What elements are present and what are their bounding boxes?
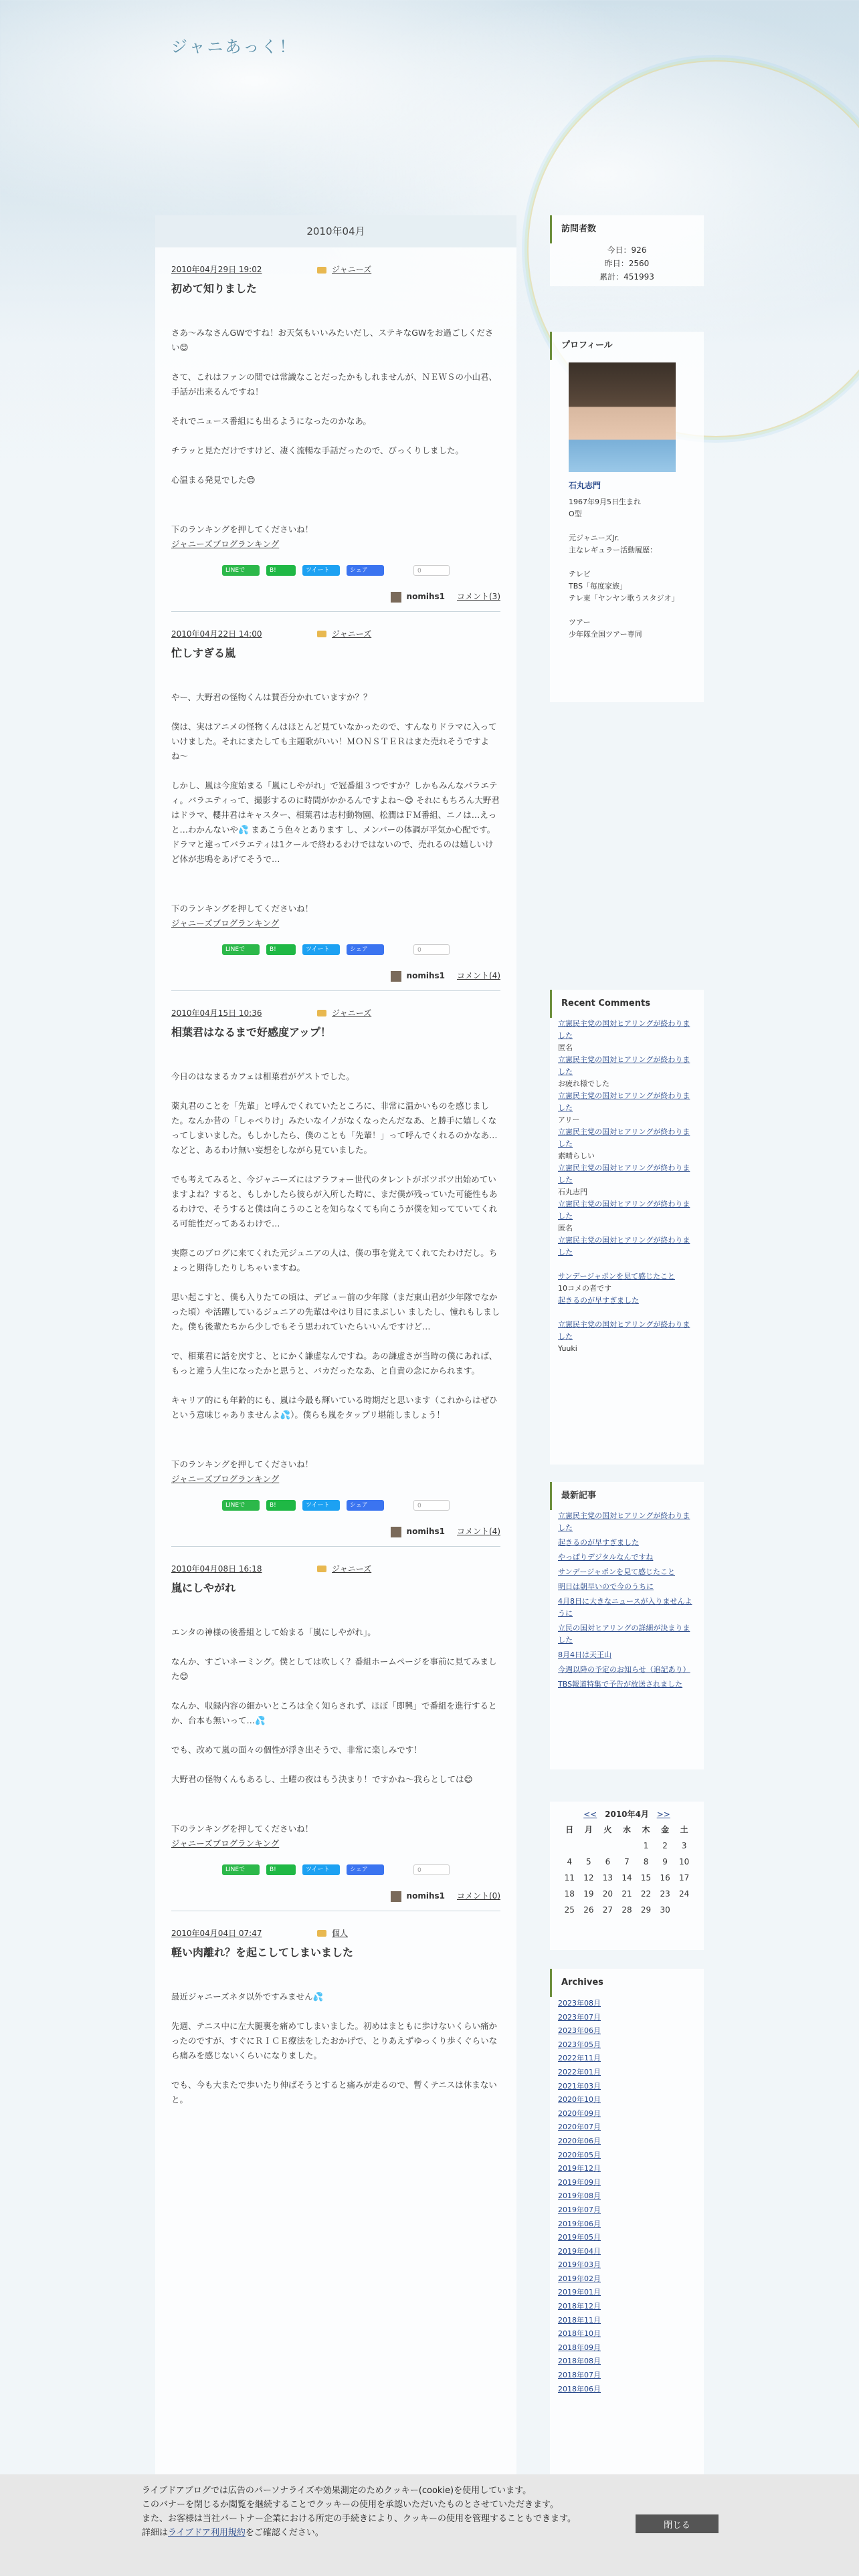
- archive-month-link[interactable]: 2023年07月: [558, 2012, 601, 2022]
- ranking-link[interactable]: ジャニーズブログランキング: [171, 1474, 280, 1485]
- ranking-block: [171, 1457, 500, 1487]
- widget-heading: 最新記事: [550, 1482, 704, 1510]
- entry-title[interactable]: 相葉君はなるまで好感度アップ！: [171, 1025, 331, 1039]
- visitors-widget: [550, 215, 704, 286]
- calendar-day-header: 日: [565, 1825, 574, 1835]
- archive-month-link[interactable]: 2022年11月: [558, 2054, 601, 2063]
- entry-paragraph: 心温まる発見でした😊: [171, 475, 256, 486]
- terms-link[interactable]: ライブドア利用規約: [168, 2528, 246, 2538]
- ranking-link[interactable]: ジャニーズブログランキング: [171, 1838, 280, 1849]
- entry-title[interactable]: 軽い肉離れ？を起こしてしまいました: [171, 1945, 354, 1959]
- calendar-day-header: 月: [584, 1825, 593, 1835]
- pocket-button[interactable]: 0: [413, 944, 450, 955]
- calendar-date[interactable]: [674, 1903, 694, 1919]
- facebook-share-button[interactable]: シェア: [347, 1864, 384, 1875]
- cookie-close-button[interactable]: 閉じる: [636, 2514, 719, 2533]
- calendar-prev[interactable]: <<: [583, 1810, 597, 1819]
- cookie-text-3: また、お客様は当社パートナー企業における所定の手続きにより、クッキーの使用を管理することもできます。: [142, 2514, 576, 2524]
- calendar-date[interactable]: 20: [602, 1889, 613, 1899]
- profile-line: [569, 605, 696, 617]
- calendar-date[interactable]: 27: [602, 1905, 613, 1915]
- entry-date[interactable]: 2010年04月08日 16:18: [171, 1564, 262, 1574]
- pocket-button[interactable]: 0: [413, 1500, 450, 1511]
- entry-category[interactable]: [317, 1926, 348, 1941]
- hatena-bookmark-button[interactable]: B!: [266, 1500, 296, 1511]
- line-share-button[interactable]: LINEで: [222, 565, 260, 576]
- entry-paragraph: でも考えてみると、今ジャニーズにはアラフォー世代のタレントがボツボツ出始めていますよね？すると、もしかしたら彼らが入所した時に、まだ僕が残っていた可能性もあるわけで、そうすると僕は向こうのことを知らなくても向こうが僕を知ってていてくれる可能性だってあるわけで…: [171, 1174, 498, 1229]
- entry-meta: [171, 1926, 500, 1941]
- archive-month-link[interactable]: 2018年06月: [558, 2384, 601, 2393]
- entry-author[interactable]: nomihs1: [391, 1524, 445, 1539]
- recent-entry-link[interactable]: 8月4日は天王山: [558, 1650, 611, 1659]
- author-avatar-icon: [391, 971, 401, 982]
- entry-paragraph: さあ〜みなさんGWですね！お天気もいいみたいだし、ステキなGWをお過ごしください😊: [171, 328, 494, 353]
- comment-post-link[interactable]: 立憲民主党の国対ヒアリングが終わりました: [558, 1164, 690, 1184]
- category-link[interactable]: ジャニーズ: [332, 1564, 372, 1574]
- tweet-button[interactable]: ツイート: [302, 944, 340, 955]
- calendar-date[interactable]: 23: [660, 1889, 670, 1899]
- entry-meta: [171, 262, 500, 278]
- comment-post-link[interactable]: 立憲民主党の国対ヒアリングが終わりました: [558, 1019, 690, 1040]
- entry-divider: [171, 990, 500, 991]
- profile-line: O型: [569, 510, 582, 518]
- calendar-date[interactable]: 5: [586, 1857, 591, 1867]
- archive-month-link[interactable]: 2018年09月: [558, 2343, 601, 2352]
- archive-month-link[interactable]: 2019年12月: [558, 2164, 601, 2173]
- calendar-date[interactable]: [579, 1838, 599, 1854]
- archive-month-link[interactable]: 2023年06月: [558, 2026, 601, 2036]
- ranking-block: [171, 1822, 500, 1851]
- calendar-date[interactable]: 12: [583, 1873, 594, 1883]
- blog-entry: [155, 1926, 516, 2107]
- entry-paragraph: キャリア的にも年齢的にも、嵐は今最も輝いている時期だと思います（これからはぜひという意味じゃありませんよ💦）。僕らも嵐をタップリ堪能しましょう！: [171, 1395, 498, 1420]
- recent-entries-widget: [550, 1482, 704, 1769]
- profile-line: 元ジャニーズJr.: [569, 534, 619, 542]
- calendar-date[interactable]: 24: [679, 1889, 690, 1899]
- calendar-date[interactable]: [598, 1838, 617, 1854]
- entry-paragraph: それでニュース番組にも出るようになったのかなあ。: [171, 416, 371, 427]
- comment-author: 10コメの者です: [558, 1284, 611, 1293]
- tweet-button[interactable]: ツイート: [302, 1864, 340, 1875]
- comment-author: アリー: [558, 1115, 580, 1124]
- recent-entry-link[interactable]: 4月8日に大きなニュースが入りませんように: [558, 1597, 692, 1618]
- cookie-text-2: このバナーを閉じるか閲覧を継続することでクッキーの使用を承認いただいたものとさせていただきます。: [142, 2500, 559, 2510]
- comment-post-link[interactable]: 立憲民主党の国対ヒアリングが終わりました: [558, 1320, 690, 1341]
- author-avatar-icon: [391, 1527, 401, 1537]
- entry-date[interactable]: 2010年04月04日 07:47: [171, 1928, 262, 1938]
- comment-author: 素晴らしい: [558, 1152, 595, 1160]
- calendar-date[interactable]: 22: [640, 1889, 652, 1899]
- facebook-share-button[interactable]: シェア: [347, 1500, 384, 1511]
- comments-link[interactable]: コメント(4): [457, 1527, 500, 1537]
- calendar-date[interactable]: 16: [660, 1873, 670, 1883]
- archive-month-link[interactable]: 2021年03月: [558, 2081, 601, 2090]
- archive-month-link[interactable]: 2023年05月: [558, 2040, 601, 2049]
- folder-icon: [317, 267, 326, 274]
- hatena-bookmark-button[interactable]: B!: [266, 1864, 296, 1875]
- archive-month-link[interactable]: 2019年05月: [558, 2233, 601, 2242]
- recent-entry-link[interactable]: 今週以降の予定のお知らせ（追記あり）: [558, 1665, 690, 1674]
- entry-paragraph: 実際このブログに来てくれた元ジュニアの人は、僕の事を覚えてくれてたわけだし。ちょっと期待したりしちゃいますね。: [171, 1248, 498, 1273]
- calendar-day-header: 土: [680, 1825, 688, 1835]
- share-buttons: [171, 1500, 500, 1511]
- hatena-bookmark-button[interactable]: B!: [266, 944, 296, 955]
- archive-month-link[interactable]: 2020年06月: [558, 2136, 601, 2145]
- site-title[interactable]: ジャニあっく！: [171, 37, 298, 56]
- entry-divider: [171, 1546, 500, 1547]
- share-buttons: [171, 1864, 500, 1875]
- archive-month-link[interactable]: 2020年07月: [558, 2123, 601, 2132]
- archive-month-link[interactable]: 2018年11月: [558, 2315, 601, 2325]
- comment-author: 匿名: [558, 1043, 573, 1052]
- comment-post-link[interactable]: 立憲民主党の国対ヒアリングが終わりました: [558, 1236, 690, 1257]
- line-share-button[interactable]: LINEで: [222, 1500, 260, 1511]
- profile-line: 主なレギュラー活動履歴：: [569, 546, 657, 554]
- comment-author: [558, 1259, 696, 1271]
- calendar-date[interactable]: 10: [679, 1857, 690, 1867]
- entry-paragraph: でも、今も大またで歩いたり伸ばそうとすると痛みが走るので、暫くテニスは休まないと。: [171, 2080, 497, 2105]
- archives-widget: [550, 1969, 704, 2477]
- author-avatar-icon: [391, 1891, 401, 1902]
- entry-date[interactable]: 2010年04月15日 10:36: [171, 1008, 262, 1018]
- archive-month-link[interactable]: 2019年02月: [558, 2274, 601, 2283]
- calendar-date[interactable]: 11: [564, 1873, 575, 1883]
- calendar-table: [560, 1822, 694, 1919]
- entry-category[interactable]: [317, 1562, 371, 1577]
- profile-line: 少年隊全国ツアー専同: [569, 630, 642, 639]
- calendar-date[interactable]: 19: [583, 1889, 594, 1899]
- entry-paragraph: しかし、嵐は今度始まる「嵐にしやがれ」で冠番組３つですか？しかもみんなバラエティ。バラエティって、撮影するのに時間がかかるんですよね〜😊 それにもちろん大野君はドラマ、櫻井君はキャスター、相葉君は志村動物園、松潤はＦＭ番組、ニノは…えっと…わかんないや💦 まあこう色々とあります し、メンバーの体調が平気か心配です。ドラマと違ってバラエティは1クールで終わるわけではないので、売れるのは嬉しいけど体が悲鳴をあげてそうで…: [171, 780, 500, 865]
- comment-post-link[interactable]: 立憲民主党の国対ヒアリングが終わりました: [558, 1055, 690, 1076]
- main-column: [155, 215, 516, 2576]
- recent-entry-link[interactable]: 起きるのが早すぎました: [558, 1538, 639, 1547]
- entry-paragraph: エンタの神様の後番組として始まる「嵐にしやがれ」。: [171, 1627, 376, 1638]
- archive-month-link[interactable]: 2018年12月: [558, 2302, 601, 2311]
- entry-paragraph: 最近ジャニーズネタ以外ですみません💦: [171, 1992, 324, 2002]
- entry-author[interactable]: nomihs1: [391, 968, 445, 984]
- archive-title: 2010年04月: [155, 215, 516, 247]
- cookie-text-1: ライブドアブログでは広告のパーソナライズや効果測定のためクッキー(cookie)を使用しています。: [142, 2486, 532, 2496]
- blog-entry: [155, 1006, 516, 1547]
- calendar-date[interactable]: 7: [624, 1857, 630, 1867]
- profile-line: ツアー: [569, 618, 591, 627]
- archive-month-link[interactable]: 2023年08月: [558, 1999, 601, 2008]
- recent-entry-link[interactable]: やっぱりデジタルなんですね: [558, 1553, 654, 1562]
- folder-icon: [317, 1930, 326, 1937]
- calendar-date[interactable]: 9: [662, 1857, 668, 1867]
- recent-entry-link[interactable]: サンデージャポンを見て感じたこと: [558, 1568, 676, 1576]
- folder-icon: [317, 1566, 326, 1572]
- entry-paragraph: やー、大野君の怪物くんは賛否分かれていますか？？: [171, 692, 372, 703]
- comment-author: [558, 1307, 696, 1319]
- archive-month-link[interactable]: 2019年06月: [558, 2219, 601, 2228]
- profile-line: 1967年9月5日生まれ: [569, 498, 641, 506]
- archive-month-link[interactable]: 2019年09月: [558, 2177, 601, 2187]
- ranking-block: [171, 522, 500, 552]
- folder-icon: [317, 1010, 326, 1016]
- calendar-date[interactable]: 4: [567, 1857, 573, 1867]
- ranking-prompt: 下のランキングを押してくださいね！: [171, 524, 314, 535]
- entry-body: [171, 1069, 500, 1487]
- line-share-button[interactable]: LINEで: [222, 1864, 260, 1875]
- widget-heading: プロフィール: [550, 332, 704, 360]
- entry-body: [171, 326, 500, 552]
- archive-month-link[interactable]: 2019年07月: [558, 2205, 601, 2214]
- entry-paragraph: 僕は、実はアニメの怪物くんはほとんど見ていなかったので、すんなりドラマに入っていけました。それにまたしても主題歌がいい！ＭＯＮＳＴＥＲはまた売れそうですよね〜: [171, 722, 497, 762]
- entry-title[interactable]: 忙しすぎる嵐: [171, 646, 236, 659]
- facebook-share-button[interactable]: シェア: [347, 565, 384, 576]
- entry-divider: [171, 611, 500, 612]
- recent-entry-link[interactable]: 立民の国対ヒアリングの詳細が決まりました: [558, 1624, 690, 1644]
- calendar-day-header: 水: [622, 1825, 631, 1835]
- entry-meta: [171, 1562, 500, 1577]
- calendar-date[interactable]: 25: [564, 1905, 575, 1915]
- entry-category[interactable]: [317, 262, 371, 278]
- archive-month-link[interactable]: 2019年08月: [558, 2191, 601, 2201]
- visitors-yesterday: 昨日：2560: [604, 259, 650, 268]
- blog-entry: [155, 1562, 516, 1911]
- profile-line: テレビ: [569, 570, 591, 578]
- archive-month-link[interactable]: 2020年09月: [558, 2109, 601, 2118]
- calendar-date[interactable]: 18: [564, 1889, 575, 1899]
- comment-post-link[interactable]: 立憲民主党の国対ヒアリングが終わりました: [558, 1200, 690, 1220]
- recent-comments-widget: [550, 990, 704, 1465]
- comment-post-link[interactable]: 立憲民主党の国対ヒアリングが終わりました: [558, 1128, 690, 1148]
- comment-author: お疲れ様でした: [558, 1079, 609, 1088]
- profile-photo: [569, 362, 676, 472]
- cookie-banner: [0, 2474, 859, 2576]
- profile-widget: [550, 332, 704, 702]
- widget-heading: Recent Comments: [550, 990, 704, 1018]
- category-link[interactable]: ジャニーズ: [332, 629, 372, 639]
- category-link[interactable]: ジャニーズ: [332, 265, 372, 274]
- calendar-date[interactable]: 14: [622, 1873, 632, 1883]
- entry-date[interactable]: 2010年04月22日 14:00: [171, 629, 262, 639]
- hatena-bookmark-button[interactable]: B!: [266, 565, 296, 576]
- comment-author: Yuuki: [558, 1344, 577, 1353]
- category-link[interactable]: ジャニーズ: [332, 1008, 372, 1018]
- ranking-block: [171, 901, 500, 931]
- share-buttons: [171, 944, 500, 955]
- widget-heading: 訪問者数: [550, 215, 704, 243]
- entry-date[interactable]: 2010年04月29日 19:02: [171, 265, 262, 274]
- entry-body: [171, 690, 500, 931]
- calendar-date[interactable]: 3: [681, 1841, 687, 1851]
- entry-paragraph: チラッと見ただけですけど、凄く流暢な手話だったので、びっくりしました。: [171, 445, 464, 456]
- entry-paragraph: で、相葉君に話を戻すと、とにかく謙虚なんですね。あの謙虚さが当時の僕にあれば、もっと違う人生になったかと思うと、バカだったなあ、と自責の念にかられます。: [171, 1351, 498, 1376]
- ranking-link[interactable]: ジャニーズブログランキング: [171, 918, 280, 929]
- calendar-day-header: 火: [603, 1825, 612, 1835]
- visitors-today: 今日：926: [607, 245, 647, 255]
- calendar-date[interactable]: 2: [662, 1841, 668, 1851]
- archive-month-link[interactable]: 2019年04月: [558, 2246, 601, 2256]
- calendar-date[interactable]: 21: [622, 1889, 632, 1899]
- profile-line: [569, 556, 696, 568]
- entry-body: [171, 1990, 500, 2107]
- entry-paragraph: 今日のはなまるカフェは相葉君がゲストでした。: [171, 1071, 355, 1082]
- entry-meta: [171, 627, 500, 642]
- profile-name[interactable]: 石丸志門: [569, 481, 601, 490]
- comments-link[interactable]: コメント(0): [457, 1891, 500, 1901]
- entry-paragraph: なんか、収録内容の細かいところは全く知らされず、ほぼ「即興」で番組を進行するとか、台本も無いって…💦: [171, 1701, 497, 1726]
- recent-entry-link[interactable]: 立憲民主党の国対ヒアリングが終わりました: [558, 1511, 690, 1532]
- entry-paragraph: 思い起こすと、僕も入りたての頃は、デビュー前の少年隊（まだ東山君が少年隊でなかった頃）や活躍しているジュニアの先輩はやはり目にまぶしい ましたし、憧れもしました。僕も後輩たちから少しでもそう思われていたらいいんですけど…: [171, 1292, 500, 1332]
- entry-body: [171, 1625, 500, 1851]
- calendar-title: 2010年4月: [605, 1810, 649, 1819]
- entry-author[interactable]: nomihs1: [391, 1889, 445, 1904]
- entry-footer: [171, 1524, 500, 1539]
- category-link[interactable]: 個人: [332, 1928, 349, 1938]
- entry-title[interactable]: 嵐にしやがれ: [171, 1581, 236, 1594]
- archive-month-link[interactable]: 2019年01月: [558, 2288, 601, 2297]
- entry-paragraph: 大野君の怪物くんもあるし、土曜の夜はもう決まり！ですかね〜我らとしては😊: [171, 1774, 473, 1785]
- ranking-prompt: 下のランキングを押してくださいね！: [171, 903, 314, 914]
- author-avatar-icon: [391, 592, 401, 603]
- calendar-date[interactable]: 13: [602, 1873, 613, 1883]
- calendar-day-header: 木: [642, 1825, 650, 1835]
- calendar-date[interactable]: 8: [643, 1857, 649, 1867]
- profile-line: TBS「毎度家族」: [569, 582, 628, 591]
- entry-footer: [171, 1889, 500, 1904]
- archive-month-link[interactable]: 2019年03月: [558, 2260, 601, 2270]
- facebook-share-button[interactable]: シェア: [347, 944, 384, 955]
- entry-footer: [171, 589, 500, 605]
- line-share-button[interactable]: LINEで: [222, 944, 260, 955]
- ranking-prompt: 下のランキングを押してくださいね！: [171, 1459, 314, 1470]
- profile-line: [569, 520, 696, 532]
- recent-entry-link[interactable]: 明日は朝早いので今のうちに: [558, 1582, 654, 1591]
- profile-line: テレ東「ヤンヤン歌うスタジオ」: [569, 594, 679, 603]
- archive-month-link[interactable]: 2020年10月: [558, 2095, 601, 2105]
- archive-month-link[interactable]: 2018年07月: [558, 2371, 601, 2380]
- entry-category[interactable]: [317, 1006, 371, 1021]
- comment-author: 石丸志門: [558, 1188, 587, 1196]
- calendar-next[interactable]: >>: [656, 1810, 670, 1819]
- tweet-button[interactable]: ツイート: [302, 1500, 340, 1511]
- calendar-date[interactable]: 1: [643, 1841, 649, 1851]
- share-buttons: [171, 565, 500, 576]
- archive-month-link[interactable]: 2018年08月: [558, 2357, 601, 2366]
- comment-author: 匿名: [558, 1224, 573, 1232]
- calendar-date[interactable]: 6: [605, 1857, 611, 1867]
- calendar-date[interactable]: [560, 1838, 579, 1854]
- folder-icon: [317, 631, 326, 637]
- calendar-date[interactable]: 29: [640, 1905, 652, 1915]
- recent-entry-link[interactable]: TBS報道特集で予告が放送されました: [558, 1680, 683, 1689]
- calendar-day-header: 金: [661, 1825, 670, 1835]
- calendar-date[interactable]: 30: [660, 1905, 670, 1915]
- pocket-button[interactable]: 0: [413, 1864, 450, 1875]
- entry-category[interactable]: [317, 627, 371, 642]
- calendar-widget: [550, 1802, 704, 1950]
- widget-heading: Archives: [550, 1969, 704, 1997]
- blog-entry: [155, 262, 516, 612]
- archive-month-link[interactable]: 2022年01月: [558, 2067, 601, 2076]
- tweet-button[interactable]: ツイート: [302, 565, 340, 576]
- calendar-date[interactable]: 28: [622, 1905, 632, 1915]
- calendar-date[interactable]: 17: [679, 1873, 690, 1883]
- entry-paragraph: なんか、すごいネーミング。僕としては吹しく？番組ホームページを事前に見てみました😊: [171, 1656, 497, 1682]
- ranking-link[interactable]: ジャニーズブログランキング: [171, 539, 280, 550]
- calendar-date[interactable]: 26: [583, 1905, 594, 1915]
- comments-link[interactable]: コメント(3): [457, 592, 500, 602]
- blog-entry: [155, 627, 516, 991]
- archive-month-link[interactable]: 2018年10月: [558, 2329, 601, 2339]
- comment-post-link[interactable]: 起きるのが早すぎました: [558, 1296, 639, 1305]
- entry-paragraph: 薬丸君のことを「先輩」と呼んでくれていたところに、非常に温かいものを感じました。なんか昔の「しゃべりけ」みたいなイノがなくなったんだなあ、と勝手に嬉しくなってしまいました。もしかしたら、僕のことも「先輩！」って呼んでくれるのかなあ…などと、あるわけ無い妄想をしながら見ていました。: [171, 1101, 498, 1156]
- comment-post-link[interactable]: サンデージャポンを見て感じたこと: [558, 1272, 676, 1281]
- entry-title[interactable]: 初めて知りました: [171, 282, 258, 295]
- entry-author[interactable]: nomihs1: [391, 589, 445, 605]
- entry-paragraph: でも、改めて嵐の面々の個性が浮き出そうで、非常に楽しみです！: [171, 1745, 422, 1755]
- comment-post-link[interactable]: 立憲民主党の国対ヒアリングが終わりました: [558, 1091, 690, 1112]
- calendar-date[interactable]: [617, 1838, 637, 1854]
- entry-meta: [171, 1006, 500, 1021]
- comments-link[interactable]: コメント(4): [457, 971, 500, 981]
- cookie-text-4: 詳細はライブドア利用規約をご確認ください。: [142, 2528, 324, 2538]
- pocket-button[interactable]: 0: [413, 565, 450, 576]
- entry-paragraph: 先週、テニス中に左大腿裏を痛めてしまいました。初めはまともに歩けないくらい痛かったのですが、すぐにＲＩＣＥ療法をしたおかげで、とりあえずゆっくり歩くぐらいなら痛みを感じないくらいになりました。: [171, 2021, 498, 2061]
- calendar-date[interactable]: 15: [640, 1873, 652, 1883]
- archive-month-link[interactable]: 2020年05月: [558, 2150, 601, 2159]
- entry-paragraph: さて、これはファンの間では常識なことだったかもしれませんが、ＮＥＷＳの小山君、手話が出来るんですね！: [171, 372, 498, 397]
- entry-footer: [171, 968, 500, 984]
- ranking-prompt: 下のランキングを押してくださいね！: [171, 1824, 314, 1834]
- visitors-total: 累計：451993: [599, 272, 654, 282]
